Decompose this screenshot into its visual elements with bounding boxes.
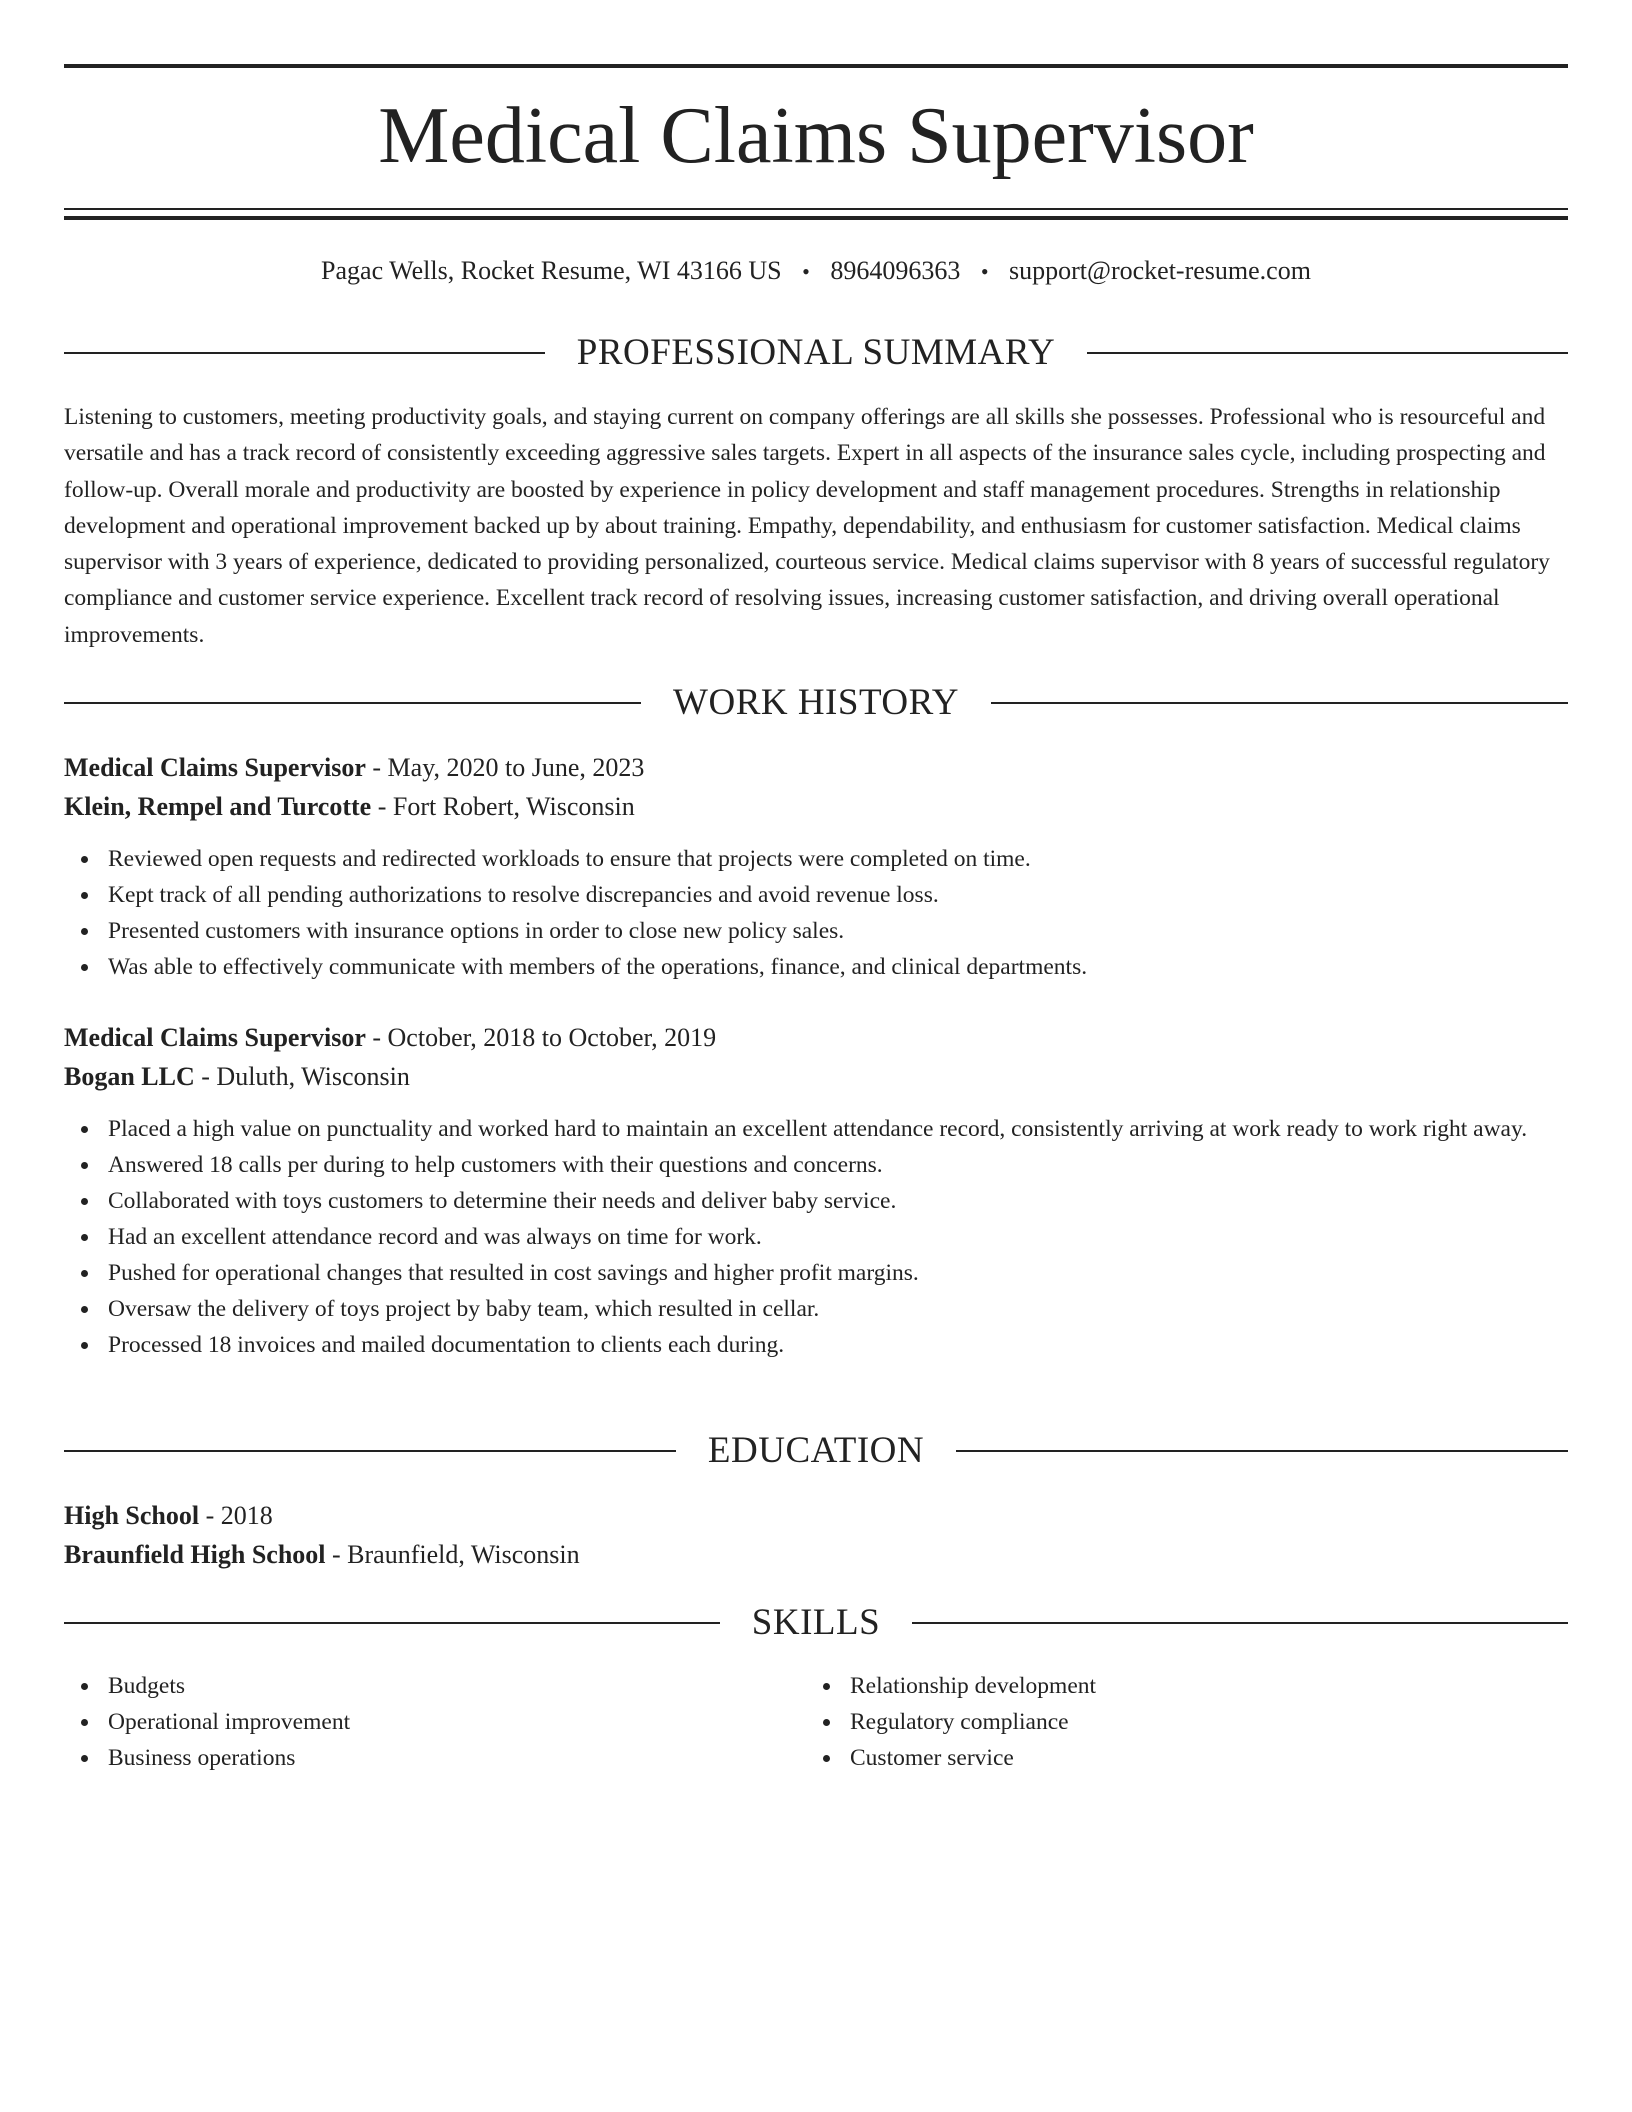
- skill-item: Business operations: [64, 1740, 806, 1776]
- education-school-line: [64, 1535, 1568, 1574]
- job-bullets: [64, 1111, 1568, 1363]
- skill-item: Budgets: [64, 1668, 806, 1704]
- job-title: Medical Claims Supervisor: [64, 753, 366, 782]
- list-item: Presented customers with insurance options in order to close new policy sales.: [64, 913, 1568, 949]
- work-history-heading: [64, 681, 1568, 725]
- heading-rule: [991, 702, 1568, 704]
- job-entry: [64, 1018, 1568, 1363]
- contact-line: [64, 253, 1568, 290]
- job-company-line: [64, 787, 1568, 826]
- heading-rule: [956, 1450, 1568, 1452]
- education-heading-label: EDUCATION: [707, 1430, 925, 1471]
- job-location: - Fort Robert, Wisconsin: [371, 792, 635, 821]
- skills-column-left: [64, 1668, 806, 1776]
- summary-heading: [64, 331, 1568, 375]
- list-item: Pushed for operational changes that resulted in cost savings and higher profit margins.: [64, 1255, 1568, 1291]
- list-item: Answered 18 calls per during to help customers with their questions and concerns.: [64, 1147, 1568, 1183]
- heading-rule: [64, 352, 545, 354]
- job-company: Bogan LLC: [64, 1062, 195, 1091]
- contact-separator: •: [980, 259, 989, 284]
- list-item: Oversaw the delivery of toys project by baby team, which resulted in cellar.: [64, 1291, 1568, 1327]
- job-bullets: [64, 841, 1568, 985]
- job-location: - Duluth, Wisconsin: [194, 1062, 410, 1091]
- list-item: Kept track of all pending authorizations to resolve discrepancies and avoid revenue loss.: [64, 877, 1568, 913]
- skill-item: Customer service: [806, 1740, 1548, 1776]
- contact-address: Pagac Wells, Rocket Resume, WI 43166 US: [321, 256, 782, 285]
- job-entry: [64, 748, 1568, 985]
- list-item: Processed 18 invoices and mailed documentation to clients each during.: [64, 1327, 1568, 1363]
- heading-rule: [64, 702, 641, 704]
- heading-rule: [1087, 352, 1568, 354]
- job-company-line: [64, 1057, 1568, 1096]
- top-rule: [64, 64, 1568, 68]
- page-title: Medical Claims Supervisor: [378, 92, 1254, 180]
- education-degree: High School: [64, 1501, 200, 1530]
- education-school: Braunfield High School: [64, 1540, 326, 1569]
- skills-heading-label: SKILLS: [751, 1602, 881, 1643]
- summary-text: Listening to customers, meeting productivity goals, and staying current on company offerings are all skills she possesses. Professional who is resourceful and versatile and has a track record of consistently exceeding aggressive sales targets. Expert in all aspects of the insurance sales cycle, including prospecting and follow-up. Overall morale and productivity are boosted by experience in policy development and staff management procedures. Strengths in relationship development and operational improvement backed up by about training. Empathy, dependability, and enthusiasm for customer satisfaction. Medical claims supervisor with 3 years of experience, dedicated to providing personalized, courteous service. Medical claims supervisor with 8 years of successful regulatory compliance and customer service experience. Excellent track record of resolving issues, increasing customer satisfaction, and driving overall operational improvements.: [64, 404, 1550, 648]
- list-item: Collaborated with toys customers to determine their needs and deliver baby service.: [64, 1183, 1568, 1219]
- summary-heading-label: PROFESSIONAL SUMMARY: [576, 332, 1056, 373]
- list-item: Had an excellent attendance record and was always on time for work.: [64, 1219, 1568, 1255]
- title-rule-thin: [64, 208, 1568, 210]
- job-dates: - May, 2020 to June, 2023: [365, 753, 645, 782]
- skills-heading: [64, 1601, 1568, 1645]
- skill-item: Regulatory compliance: [806, 1704, 1548, 1740]
- job-title-line: [64, 1018, 1568, 1057]
- education-year: - 2018: [199, 1501, 273, 1530]
- education-location: - Braunfield, Wisconsin: [325, 1540, 580, 1569]
- skills-column-right: [806, 1668, 1548, 1776]
- skills-list: [64, 1668, 1568, 1776]
- work-history-heading-label: WORK HISTORY: [673, 682, 959, 723]
- contact-phone: 8964096363: [830, 256, 961, 285]
- contact-separator: •: [802, 259, 810, 284]
- job-company: Klein, Rempel and Turcotte: [64, 792, 372, 821]
- contact-email: support@rocket-resume.com: [1009, 256, 1311, 285]
- job-title: Medical Claims Supervisor: [64, 1023, 366, 1052]
- skill-item: Operational improvement: [64, 1704, 806, 1740]
- list-item: Reviewed open requests and redirected workloads to ensure that projects were completed on time.: [64, 841, 1568, 877]
- heading-rule: [912, 1622, 1568, 1624]
- education-heading: [64, 1429, 1568, 1473]
- heading-rule: [64, 1622, 720, 1624]
- title-rule-thick: [64, 216, 1568, 220]
- heading-rule: [64, 1450, 676, 1452]
- job-title-line: [64, 748, 1568, 787]
- list-item: Placed a high value on punctuality and worked hard to maintain an excellent attendance record, consistently arriving at work ready to work right away.: [64, 1111, 1568, 1147]
- education-degree-line: [64, 1496, 1568, 1535]
- job-dates: - October, 2018 to October, 2019: [365, 1023, 717, 1052]
- skill-item: Relationship development: [806, 1668, 1548, 1704]
- list-item: Was able to effectively communicate with members of the operations, finance, and clinical departments.: [64, 949, 1568, 985]
- education-entry: [64, 1496, 1568, 1574]
